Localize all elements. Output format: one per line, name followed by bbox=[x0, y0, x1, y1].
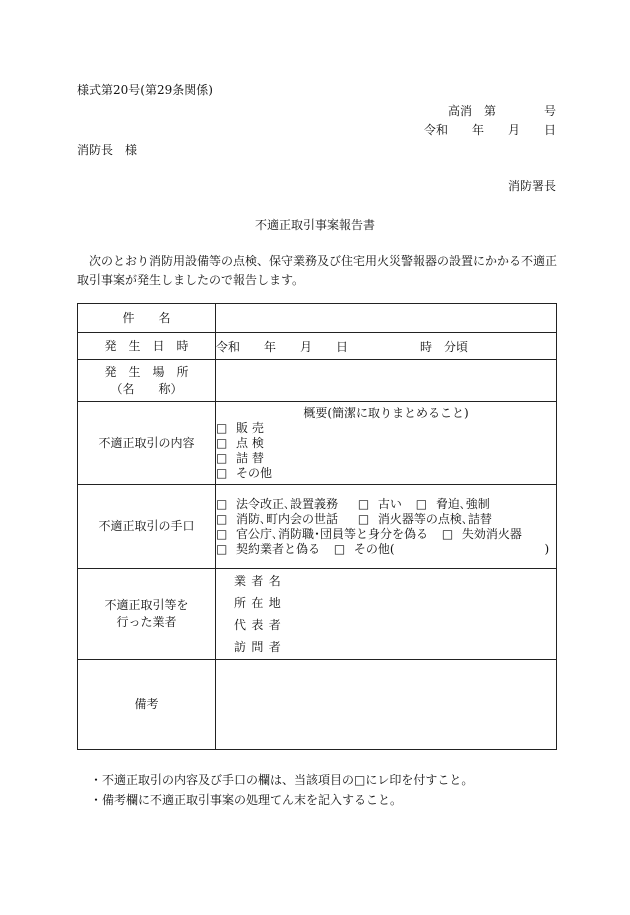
sender: 消防署長 bbox=[507, 179, 556, 193]
place-field[interactable] bbox=[216, 360, 557, 402]
document-title: 不適正取引事案報告書 bbox=[254, 218, 375, 232]
vendor-label bbox=[78, 569, 216, 660]
report-form-table bbox=[77, 303, 557, 750]
checkbox[interactable]: □ bbox=[216, 421, 228, 435]
method-line-3: □ 官公庁､消防職･団員等と身分を偽る □ 失効消火器 bbox=[216, 526, 522, 541]
vendor-name-label: 業者名 bbox=[234, 574, 287, 588]
content-summary-title: 概要(簡潔に取りまとめること) bbox=[303, 406, 469, 420]
content-item-refill[interactable]: □ 詰 替 bbox=[216, 451, 264, 465]
vendor-label-line1: 不適正取引等を bbox=[104, 598, 189, 612]
vendor-label-line2: 行った業者 bbox=[116, 615, 177, 629]
method-field bbox=[216, 485, 557, 569]
document-number: 高消 第 号 bbox=[447, 104, 556, 118]
content-item-inspection[interactable]: □ 点 検 bbox=[216, 436, 264, 450]
subject-row bbox=[78, 304, 557, 333]
checkbox[interactable]: □ bbox=[216, 451, 228, 465]
occurred-row bbox=[78, 333, 557, 360]
checkbox[interactable]: □ bbox=[441, 526, 454, 541]
method-label: 不適正取引の手口 bbox=[78, 485, 216, 569]
place-label-line2: （名 称） bbox=[110, 381, 183, 396]
content-label: 不適正取引の内容 bbox=[78, 402, 216, 485]
remarks-label: 備考 bbox=[78, 660, 216, 750]
subject-label: 件 名 bbox=[78, 304, 216, 333]
checkbox[interactable]: □ bbox=[216, 496, 228, 511]
remarks-row bbox=[78, 660, 557, 750]
content-item-sale[interactable]: □ 販 売 bbox=[216, 421, 264, 435]
checkbox[interactable]: □ bbox=[333, 541, 346, 556]
checkbox[interactable]: □ bbox=[216, 526, 228, 541]
method-line-1: □ 法令改正､設置義務 □ 古い □ 脅迫､強制 bbox=[216, 496, 490, 511]
intro-paragraph: 次のとおり消防用設備等の点検、保守業務及び住宅用火災警報器の設置にかかる不適正取引事案が発生しましたので報告します。 bbox=[77, 254, 558, 287]
footnote-2: ・備考欄に不適正取引事案の処理てん末を記入すること。 bbox=[90, 793, 403, 807]
vendor-row bbox=[78, 569, 557, 660]
checkbox[interactable]: □ bbox=[357, 511, 370, 526]
vendor-visitor-label: 訪問者 bbox=[234, 640, 287, 654]
checkbox[interactable]: □ bbox=[216, 541, 228, 556]
method-line-4: □ 契約業者と偽る □ その他( ) bbox=[216, 541, 550, 556]
form-number: 様式第20号(第29条関係) bbox=[77, 83, 213, 97]
footnotes bbox=[90, 770, 473, 810]
vendor-field bbox=[216, 569, 557, 660]
checkbox[interactable]: □ bbox=[357, 496, 370, 511]
checkbox[interactable]: □ bbox=[216, 511, 228, 526]
place-label bbox=[78, 360, 216, 402]
footnote-1: ・不適正取引の内容及び手口の欄は、当該項目の□にレ印を付すこと。 bbox=[90, 773, 474, 787]
method-line-2: □ 消防､町内会の世話 □ 消火器等の点検､詰替 bbox=[216, 511, 492, 526]
checkbox[interactable]: □ bbox=[216, 436, 228, 450]
content-field bbox=[216, 402, 557, 485]
vendor-representative-label: 代表者 bbox=[234, 618, 287, 632]
method-row bbox=[78, 485, 557, 569]
occurred-field[interactable]: 令和 年 月 日 時 分頃 bbox=[216, 333, 557, 360]
subject-field[interactable] bbox=[216, 304, 557, 333]
checkbox[interactable]: □ bbox=[415, 496, 428, 511]
content-item-other[interactable]: □ その他 bbox=[216, 466, 273, 480]
vendor-address-label: 所在地 bbox=[234, 596, 287, 610]
remarks-field[interactable] bbox=[216, 660, 557, 750]
occurred-label: 発 生 日 時 bbox=[78, 333, 216, 360]
content-checklist bbox=[216, 421, 556, 481]
document-date: 令和 年 月 日 bbox=[423, 123, 556, 137]
addressee: 消防長 様 bbox=[77, 143, 138, 157]
checkbox[interactable]: □ bbox=[216, 466, 228, 480]
place-row bbox=[78, 360, 557, 402]
content-row bbox=[78, 402, 557, 485]
place-label-line1: 発 生 場 所 bbox=[104, 364, 189, 379]
